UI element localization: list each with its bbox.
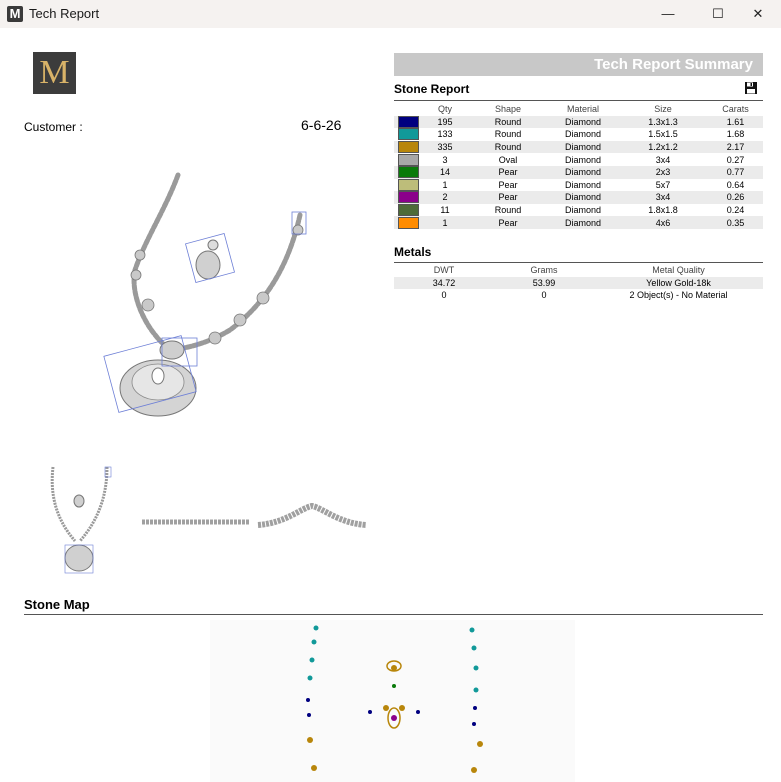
cell-carats: 1.61 — [708, 116, 763, 129]
cell-qty: 11 — [440, 205, 450, 216]
cell-material: Diamond — [564, 205, 602, 216]
swatch-cell — [394, 216, 422, 229]
cell-dwt: 34.72 — [394, 277, 494, 290]
cell-quality: Yellow Gold-18k — [594, 277, 763, 290]
column-header: Grams — [530, 265, 558, 276]
table-row — [394, 141, 763, 154]
cell-shape: Round — [468, 116, 548, 129]
cell-grams: 0 — [541, 290, 547, 301]
report-date: 6-6-26 — [301, 117, 342, 133]
color-swatch — [398, 217, 419, 229]
color-swatch — [398, 166, 419, 178]
title-bar — [0, 0, 781, 28]
cell-shape: Round — [494, 129, 522, 140]
cell-shape: Pear — [468, 216, 548, 229]
column-header: Shape — [494, 104, 522, 115]
color-swatch — [398, 204, 419, 216]
swatch-cell — [394, 204, 422, 217]
cell-carats: 0.64 — [726, 179, 745, 190]
table-row — [394, 116, 763, 129]
cell-size: 2x3 — [618, 166, 708, 179]
table-row — [394, 204, 763, 217]
cell-shape: Pear — [468, 166, 548, 179]
summary-header — [394, 53, 763, 76]
color-swatch — [398, 128, 419, 140]
cell-qty: 195 — [422, 116, 468, 129]
table-row — [394, 289, 763, 302]
table-row — [394, 216, 763, 229]
cell-carats: 0.77 — [708, 166, 763, 179]
swatch-cell — [394, 116, 422, 129]
swatch-cell — [394, 179, 422, 192]
cell-material: Diamond — [548, 116, 618, 129]
cell-shape: Round — [494, 205, 522, 216]
cell-carats: 1.68 — [726, 129, 745, 140]
stone-report-divider — [394, 100, 763, 101]
metals-divider — [394, 262, 763, 263]
maximize-icon: ☐ — [712, 6, 724, 21]
cell-qty: 14 — [422, 166, 468, 179]
metals-title: Metals — [394, 245, 432, 259]
cell-carats: 0.26 — [708, 191, 763, 204]
customer-label: Customer : — [24, 120, 83, 134]
company-logo: M — [33, 52, 76, 94]
cell-qty: 335 — [422, 141, 468, 154]
swatch-cell — [394, 141, 422, 154]
cell-size: 1.5x1.5 — [648, 129, 678, 140]
cell-qty: 1 — [442, 179, 448, 190]
column-header: Size — [654, 104, 672, 115]
cell-material: Diamond — [564, 179, 602, 190]
cell-size: 1.8x1.8 — [648, 205, 678, 216]
cell-material: Diamond — [548, 166, 618, 179]
cell-material: Diamond — [548, 191, 618, 204]
cell-grams: 53.99 — [494, 277, 594, 290]
cell-dwt: 0 — [441, 290, 447, 301]
minimize-icon: — — [661, 6, 675, 21]
necklace-main-render — [100, 170, 315, 420]
column-header: Material — [566, 104, 599, 115]
cell-shape: Oval — [498, 154, 518, 165]
cell-carats: 0.35 — [708, 216, 763, 229]
table-row — [394, 153, 763, 166]
column-header: Carats — [722, 104, 749, 115]
cell-material: Diamond — [548, 216, 618, 229]
front-view-thumbnail — [45, 463, 115, 575]
table-row — [394, 128, 763, 141]
table-row — [394, 179, 763, 192]
summary-title: Tech Report Summary — [594, 56, 753, 73]
side-view-thumbnail — [140, 513, 252, 531]
top-view-thumbnail — [256, 503, 368, 533]
cell-size: 3x4 — [655, 154, 671, 165]
metals-header-row — [394, 264, 763, 277]
close-icon: ✕ — [752, 6, 764, 21]
column-header — [394, 103, 422, 116]
table-row — [394, 277, 763, 290]
cell-quality: 2 Object(s) - No Material — [629, 290, 728, 301]
cell-material: Diamond — [564, 154, 602, 165]
cell-material: Diamond — [548, 141, 618, 154]
column-header: Metal Quality — [652, 265, 705, 276]
color-swatch — [398, 116, 419, 128]
cell-qty: 3 — [442, 154, 448, 165]
cell-size: 1.3x1.3 — [618, 116, 708, 129]
cell-size: 3x4 — [618, 191, 708, 204]
stone-map-divider — [24, 614, 763, 615]
table-row — [394, 166, 763, 179]
color-swatch — [398, 179, 419, 191]
color-swatch — [398, 154, 419, 166]
color-swatch — [398, 191, 419, 203]
cell-size: 4x6 — [618, 216, 708, 229]
cell-carats: 0.27 — [726, 154, 745, 165]
close-button[interactable] — [735, 0, 781, 28]
stone-map-title: Stone Map — [24, 597, 90, 612]
save-icon[interactable] — [744, 81, 758, 95]
table-row — [394, 191, 763, 204]
column-header: DWT — [433, 265, 455, 276]
window-title: Tech Report — [29, 6, 100, 21]
metals-table — [394, 264, 763, 302]
stone-report-header-row — [394, 103, 763, 116]
cell-material: Diamond — [564, 129, 602, 140]
cell-size: 1.2x1.2 — [618, 141, 708, 154]
minimize-button[interactable] — [645, 0, 691, 28]
stone-report-title: Stone Report — [394, 82, 470, 96]
app-icon: M — [7, 6, 23, 22]
cell-shape: Pear — [468, 191, 548, 204]
cell-shape: Pear — [498, 179, 518, 190]
cell-qty: 1 — [422, 216, 468, 229]
swatch-cell — [394, 153, 422, 166]
swatch-cell — [394, 166, 422, 179]
cell-shape: Round — [468, 141, 548, 154]
swatch-cell — [394, 191, 422, 204]
stone-report-table — [394, 103, 763, 229]
color-swatch — [398, 141, 419, 153]
column-header: Qty — [437, 104, 452, 115]
swatch-cell — [394, 128, 422, 141]
stone-map-image — [210, 620, 575, 782]
cell-qty: 2 — [422, 191, 468, 204]
cell-qty: 133 — [437, 129, 453, 140]
cell-size: 5x7 — [655, 179, 671, 190]
cell-carats: 2.17 — [708, 141, 763, 154]
cell-carats: 0.24 — [726, 205, 745, 216]
